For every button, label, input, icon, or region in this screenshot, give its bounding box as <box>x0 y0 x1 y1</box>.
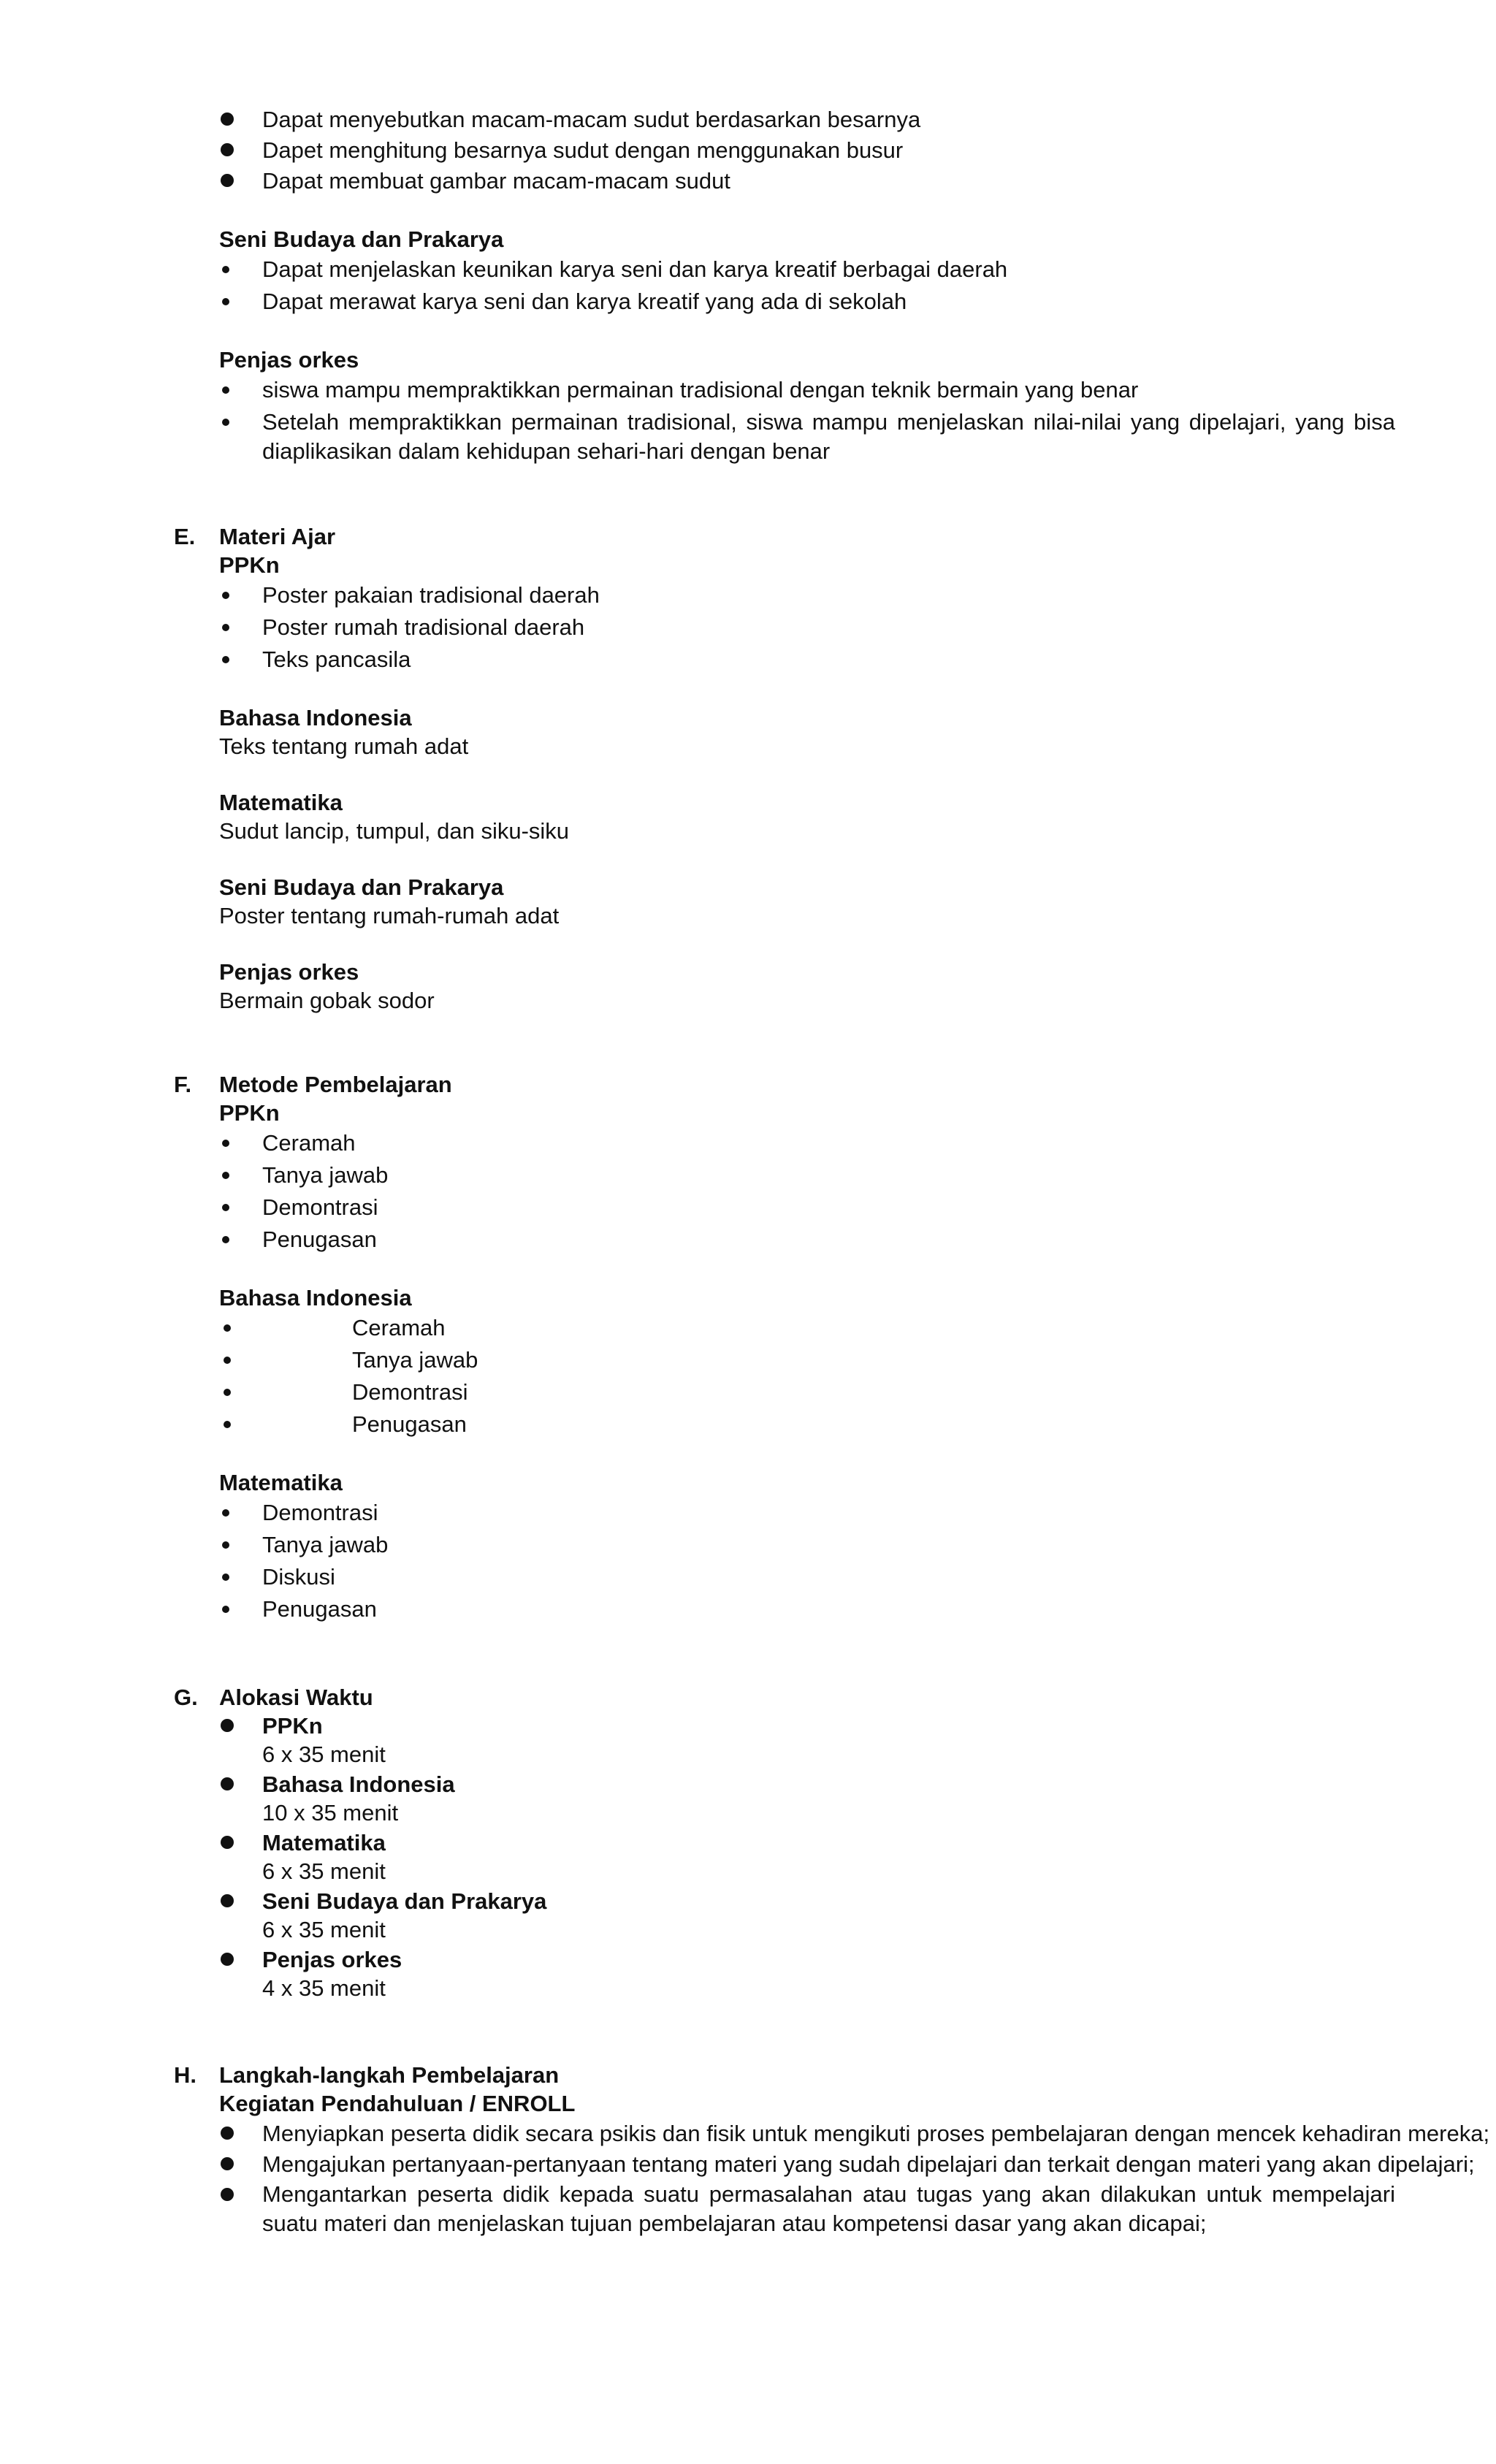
subheading: Seni Budaya dan Prakarya <box>219 226 504 252</box>
section-title: Metode Pembelajaran <box>219 1072 452 1097</box>
bullet-icon <box>222 1509 229 1517</box>
subheading: Penjas orkes <box>219 347 359 373</box>
bullet-icon <box>221 1719 234 1732</box>
bullet-icon <box>222 1204 229 1211</box>
bullet-icon <box>221 1894 234 1907</box>
bullet-icon <box>224 1357 231 1364</box>
bullet-icon <box>222 656 229 663</box>
section-letter: F. <box>174 1072 192 1097</box>
list-item: Tanya jawab <box>352 1347 478 1373</box>
list-item: Ceramah <box>262 1130 356 1156</box>
section-letter: G. <box>174 1685 198 1710</box>
bullet-icon <box>221 1836 234 1849</box>
subject-label: Bahasa Indonesia <box>262 1771 455 1797</box>
list-item: Dapat menyebutkan macam-macam sudut berdasarkan besarnya <box>262 107 921 132</box>
list-item: Penugasan <box>352 1411 467 1437</box>
list-item: siswa mampu mempraktikkan permainan tradisional dengan teknik bermain yang benar <box>262 377 1139 403</box>
bullet-icon <box>222 592 229 599</box>
bullet-icon <box>221 2188 234 2201</box>
subheading: Bahasa Indonesia <box>219 1285 412 1311</box>
bullet-icon <box>222 1541 229 1549</box>
list-item: Mengantarkan peserta didik kepada suatu permasalahan atau tugas yang akan dilakukan untuk mempelajari suatu materi dan menjelaskan tujuan pembelajaran atau kompetensi dasar yang akan dicapai; <box>262 2181 1395 2236</box>
list-item: Dapat menjelaskan keunikan karya seni dan karya kreatif berbagai daerah <box>262 256 1008 282</box>
list-item: Teks pancasila <box>262 646 411 672</box>
list-item: Menyiapkan peserta didik secara psikis dan fisik untuk mengikuti proses pembelajaran dengan mencek kehadiran mereka; <box>262 2121 1490 2146</box>
bullet-icon <box>221 112 234 126</box>
subject-label: Penjas orkes <box>262 1947 402 1972</box>
bullet-icon <box>221 2157 234 2170</box>
bullet-icon <box>222 1574 229 1581</box>
body-text: Sudut lancip, tumpul, dan siku-siku <box>219 818 570 844</box>
subheading: Kegiatan Pendahuluan / ENROLL <box>219 2091 576 2116</box>
section-title: Materi Ajar <box>219 524 336 549</box>
bullet-icon <box>221 1953 234 1966</box>
section-title: Alokasi Waktu <box>219 1685 373 1710</box>
list-item: Poster rumah tradisional daerah <box>262 614 585 640</box>
subheading: PPKn <box>219 1100 280 1126</box>
bullet-icon <box>222 298 229 305</box>
subheading: PPKn <box>219 552 280 578</box>
body-text: Poster tentang rumah-rumah adat <box>219 903 560 928</box>
list-item: Demontrasi <box>262 1500 378 1525</box>
section-letter: E. <box>174 524 196 549</box>
subheading: Matematika <box>219 790 343 815</box>
list-item: Mengajukan pertanyaan-pertanyaan tentang materi yang sudah dipelajari dan terkait dengan materi yang akan dipelajari; <box>262 2151 1475 2177</box>
bullet-icon <box>222 1236 229 1243</box>
list-item: Penugasan <box>262 1227 377 1252</box>
bullet-icon <box>221 174 234 187</box>
subheading: Penjas orkes <box>219 959 359 985</box>
body-text: Teks tentang rumah adat <box>219 733 469 759</box>
section-letter: H. <box>174 2062 196 2088</box>
bullet-icon <box>224 1421 231 1428</box>
bullet-icon <box>221 1777 234 1790</box>
time-allocation: 6 x 35 menit <box>262 1917 386 1942</box>
list-item: Tanya jawab <box>262 1162 389 1188</box>
bullet-icon <box>221 143 234 156</box>
section-title: Langkah-langkah Pembelajaran <box>219 2062 560 2088</box>
list-item: Dapat membuat gambar macam-macam sudut <box>262 168 730 194</box>
list-item: Ceramah <box>352 1315 446 1340</box>
subheading: Matematika <box>219 1470 343 1495</box>
list-item: Demontrasi <box>352 1379 468 1405</box>
list-item: Dapet menghitung besarnya sudut dengan menggunakan busur <box>262 137 904 163</box>
bullet-icon <box>222 1606 229 1613</box>
bullet-icon <box>222 624 229 631</box>
bullet-icon <box>224 1324 231 1332</box>
bullet-icon <box>222 419 229 426</box>
bullet-icon <box>222 386 229 394</box>
list-item: Setelah mempraktikkan permainan tradisional, siswa mampu menjelaskan nilai-nilai yang dipelajari, yang bisa diaplikasikan dalam kehidupan sehari-hari dengan benar <box>262 409 1395 464</box>
subject-label: Seni Budaya dan Prakarya <box>262 1888 547 1914</box>
list-item: Demontrasi <box>262 1194 378 1220</box>
time-allocation: 10 x 35 menit <box>262 1800 399 1826</box>
time-allocation: 4 x 35 menit <box>262 1975 386 2001</box>
subject-label: PPKn <box>262 1713 323 1739</box>
list-item: Tanya jawab <box>262 1532 389 1557</box>
subheading: Bahasa Indonesia <box>219 705 412 731</box>
time-allocation: 6 x 35 menit <box>262 1742 386 1767</box>
list-item: Poster pakaian tradisional daerah <box>262 582 600 608</box>
bullet-icon <box>222 266 229 273</box>
list-item: Dapat merawat karya seni dan karya kreatif yang ada di sekolah <box>262 289 907 314</box>
list-item: Diskusi <box>262 1564 335 1590</box>
subject-label: Matematika <box>262 1830 386 1855</box>
bullet-icon <box>222 1140 229 1147</box>
bullet-icon <box>224 1389 231 1396</box>
subheading: Seni Budaya dan Prakarya <box>219 874 504 900</box>
body-text: Bermain gobak sodor <box>219 988 435 1013</box>
bullet-icon <box>222 1172 229 1179</box>
bullet-icon <box>221 2127 234 2140</box>
time-allocation: 6 x 35 menit <box>262 1858 386 1884</box>
list-item: Penugasan <box>262 1596 377 1622</box>
